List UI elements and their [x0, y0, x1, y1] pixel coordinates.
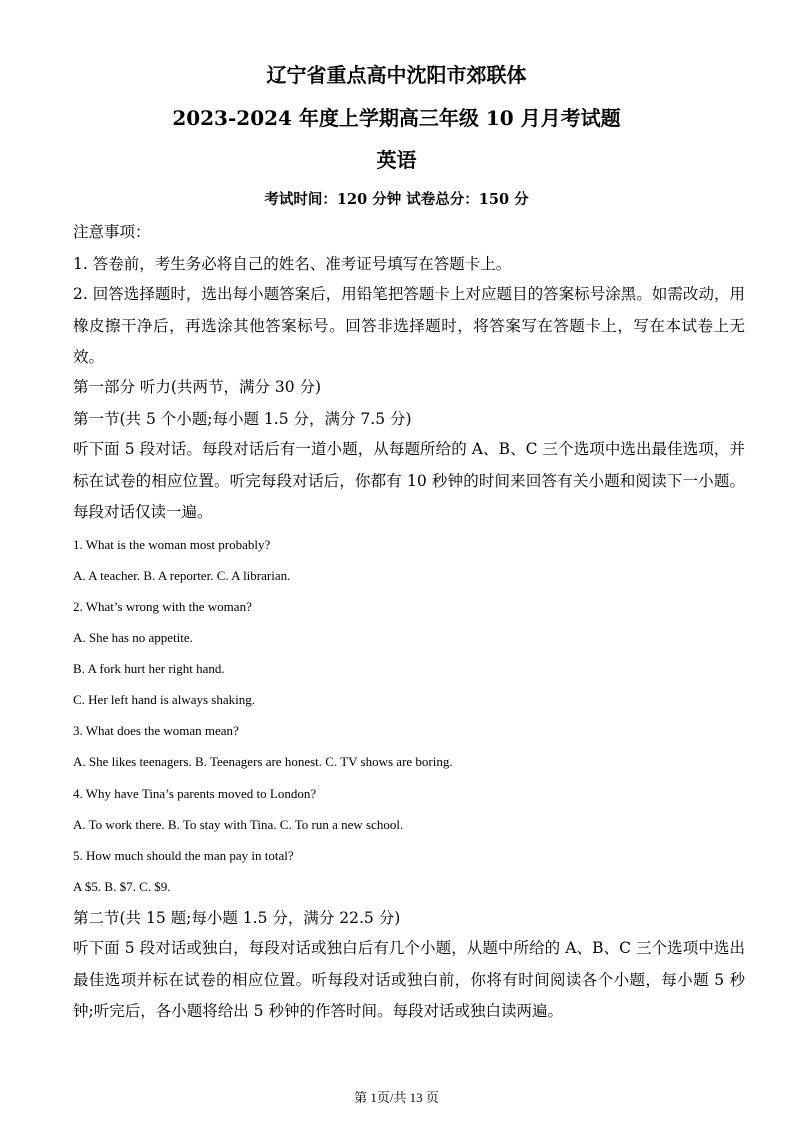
section2-title: 第二节(共 15 题;每小题 1.5 分，满分 22.5 分)	[73, 909, 401, 927]
question-3-options: A. She likes teenagers. B. Teenagers are honest. C. TV shows are boring.	[73, 754, 453, 769]
exam-meta: 考试时间：120 分钟 试卷总分：150 分	[264, 191, 529, 208]
section1-instructions: 听下面 5 段对话。每段对话后有一道小题，从每题所给的 A、B、C 三个选项中选出最佳选项，并标在试卷的相应位置。听完每段对话后，你都有 10 秒钟的时间来回答有关小题和阅读下一小题。每段对话仅读一遍。	[73, 440, 745, 521]
notes-item-2: 2. 回答选择题时，选出每小题答案后，用铅笔把答题卡上对应题目的答案标号涂黑。如需改动，用橡皮擦干净后，再选涂其他答案标号。回答非选择题时，将答案写在答题卡上，写在本试卷上无效。	[73, 285, 746, 366]
section1-title: 第一节(共 5 个小题;每小题 1.5 分，满分 7.5 分)	[73, 410, 412, 428]
question-2-stem: 2. What’s wrong with the woman?	[73, 599, 252, 614]
question-2-option-a: A. She has no appetite.	[73, 630, 193, 645]
question-2-option-b: B. A fork hurt her right hand.	[73, 661, 225, 676]
exam-title: 2023-2024 年度上学期高三年级 10 月月考试题	[172, 106, 621, 130]
question-4-stem: 4. Why have Tina’s parents moved to London?	[73, 786, 317, 801]
school-title: 辽宁省重点高中沈阳市郊联体	[266, 63, 527, 87]
question-1-options: A. A teacher. B. A reporter. C. A librarian.	[73, 568, 291, 583]
question-5-stem: 5. How much should the man pay in total?	[73, 848, 294, 863]
page-number: 第 1页/共 13 页	[354, 1090, 439, 1105]
question-1-stem: 1. What is the woman most probably?	[73, 537, 271, 552]
question-2-option-c: C. Her left hand is always shaking.	[73, 692, 255, 707]
subject-title: 英语	[376, 148, 417, 172]
question-5-options: A $5. B. $7. C. $9.	[73, 879, 171, 894]
notes-item-1: 1. 答卷前，考生务必将自己的姓名、准考证号填写在答题卡上。	[73, 255, 512, 273]
part1-title: 第一部分 听力(共两节，满分 30 分)	[73, 378, 322, 396]
question-3-stem: 3. What does the woman mean?	[73, 723, 239, 738]
question-4-options: A. To work there. B. To stay with Tina. C. To run a new school.	[73, 817, 404, 832]
section2-instructions: 听下面 5 段对话或独白，每段对话或独白后有几个小题，从题中所给的 A、B、C 三个选项中选出最佳选项并标在试卷的相应位置。听每段对话或独白前，你将有时间阅读各个小题，每小题 5 秒钟;听完后，各小题将给出 5 秒钟的作答时间。每段对话或独白读两遍。	[73, 939, 745, 1020]
notes-heading: 注意事项：	[73, 223, 151, 241]
